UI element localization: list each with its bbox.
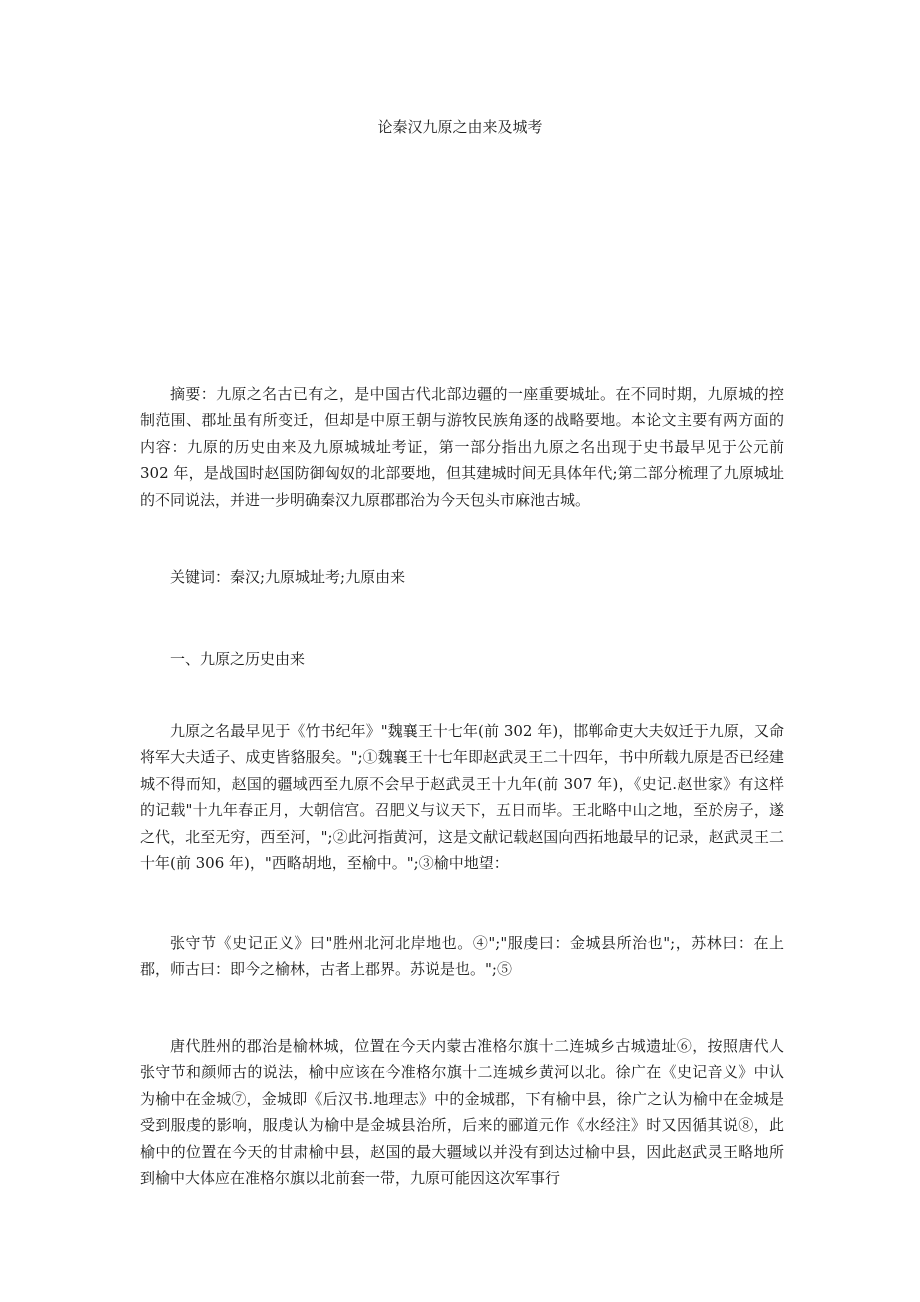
section-heading: 一、九原之历史由来 [170,650,306,668]
body-paragraph: 九原之名最早见于《竹书纪年》"魏襄王十七年(前 302 年)，邯郸命吏大夫奴迁于九原，又命将军大夫适子、成吏皆貉服矣。";①魏襄王十七年即赵武灵王二十四年，书中所载九原是否已经建城不得而知，赵国的疆域西至九原不会早于赵武灵王十九年(前 307 年)，《史记.赵世家》有这样的记载"十九年春正月，大朝信宫。召肥义与议天下，五日而毕。王北略中山之地，至於房子，遂之代，北至无穷，西至河，";②此河指黄河，这是文献记载赵国向西拓地最早的记录，赵武灵王二十年(前 306 年)，"西略胡地，至榆中。";③榆中地望： [140,722,784,873]
body-paragraph: 唐代胜州的郡治是榆林城，位置在今天内蒙古准格尔旗十二连城乡古城遗址⑥，按照唐代人张守节和颜师古的说法，榆中应该在今准格尔旗十二连城乡黄河以北。徐广在《史记音义》中认为榆中在金城⑦，金城即《后汉书.地理志》中的金城郡，下有榆中县，徐广之认为榆中在金城是受到服虔的影响，服虔认为榆中是金城县治所，后来的郦道元作《水经注》时又因循其说⑧，此榆中的位置在今天的甘肃榆中县，赵国的最大疆域以并没有到达过榆中县，因此赵武灵王略地所到榆中大体应在准格尔旗以北前套一带，九原可能因这次军事行 [140,1037,784,1188]
abstract-paragraph: 摘要：九原之名古已有之，是中国古代北部边疆的一座重要城址。在不同时期，九原城的控制范围、郡址虽有所变迁，但却是中原王朝与游牧民族角逐的战略要地。本论文主要有两方面的内容：九原的历史由来及九原城城址考证，第一部分指出九原之名出现于史书最早见于公元前 302 年，是战国时赵国防御匈奴的北部要地，但其建城时间无具体年代;第二部分梳理了九原城址的不同说法，并进一步明确秦汉九原郡郡治为今天包头市麻池古城。 [140,385,784,509]
document-title: 论秦汉九原之由来及城考 [377,118,543,136]
keywords-line: 关键词：秦汉;九原城址考;九原由来 [170,568,406,586]
body-paragraph: 张守节《史记正义》曰"胜州北河北岸地也。④";"服虔曰：金城县所治也";，苏林曰：在上郡，师古曰：即今之榆林，古者上郡界。苏说是也。";⑤ [140,934,784,979]
